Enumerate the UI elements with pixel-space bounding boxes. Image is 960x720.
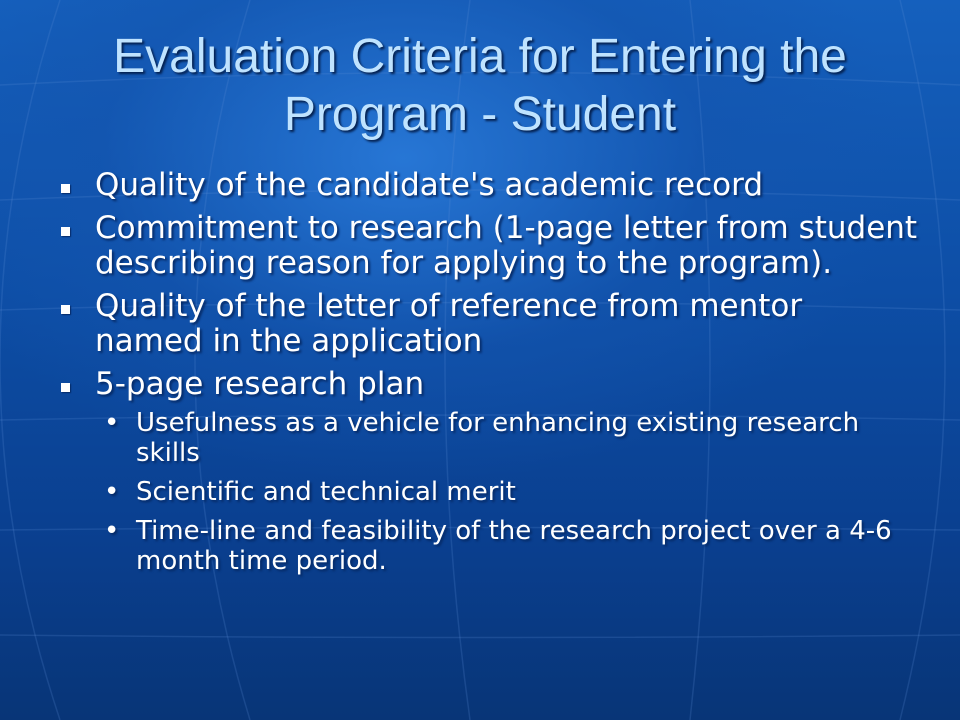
square-bullet-icon [61, 383, 70, 392]
square-bullet-icon [61, 305, 70, 314]
sub-bullet-item [58, 477, 918, 507]
slide-title: Evaluation Criteria for Entering the Program - Student [113, 30, 847, 141]
bullet-item [58, 367, 918, 402]
bullet-item [58, 168, 918, 203]
bullet-item [58, 211, 918, 281]
sub-bullet-item [58, 516, 918, 576]
dot-bullet-icon: • [104, 516, 120, 546]
bullet-text: 5-page research plan [95, 366, 425, 402]
square-bullet-icon [61, 227, 70, 236]
bullet-text: Quality of the candidate's academic record [95, 167, 764, 203]
sub-bullet-text: Usefulness as a vehicle for enhancing existing research skills [136, 408, 860, 468]
sub-bullet-list [58, 408, 918, 576]
bullet-item [58, 289, 918, 359]
bullet-list [58, 168, 918, 585]
sub-bullet-item [58, 408, 918, 468]
square-bullet-icon [61, 184, 70, 193]
sub-bullet-text: Scientific and technical merit [136, 477, 516, 507]
sub-bullet-text: Time-line and feasibility of the research project over a 4-6 month time period. [136, 516, 892, 576]
bullet-text: Commitment to research (1-page letter from student describing reason for applying to the program). [95, 210, 918, 281]
bullet-text: Quality of the letter of reference from mentor named in the application [95, 288, 803, 359]
dot-bullet-icon: • [104, 477, 120, 507]
dot-bullet-icon: • [104, 408, 120, 438]
